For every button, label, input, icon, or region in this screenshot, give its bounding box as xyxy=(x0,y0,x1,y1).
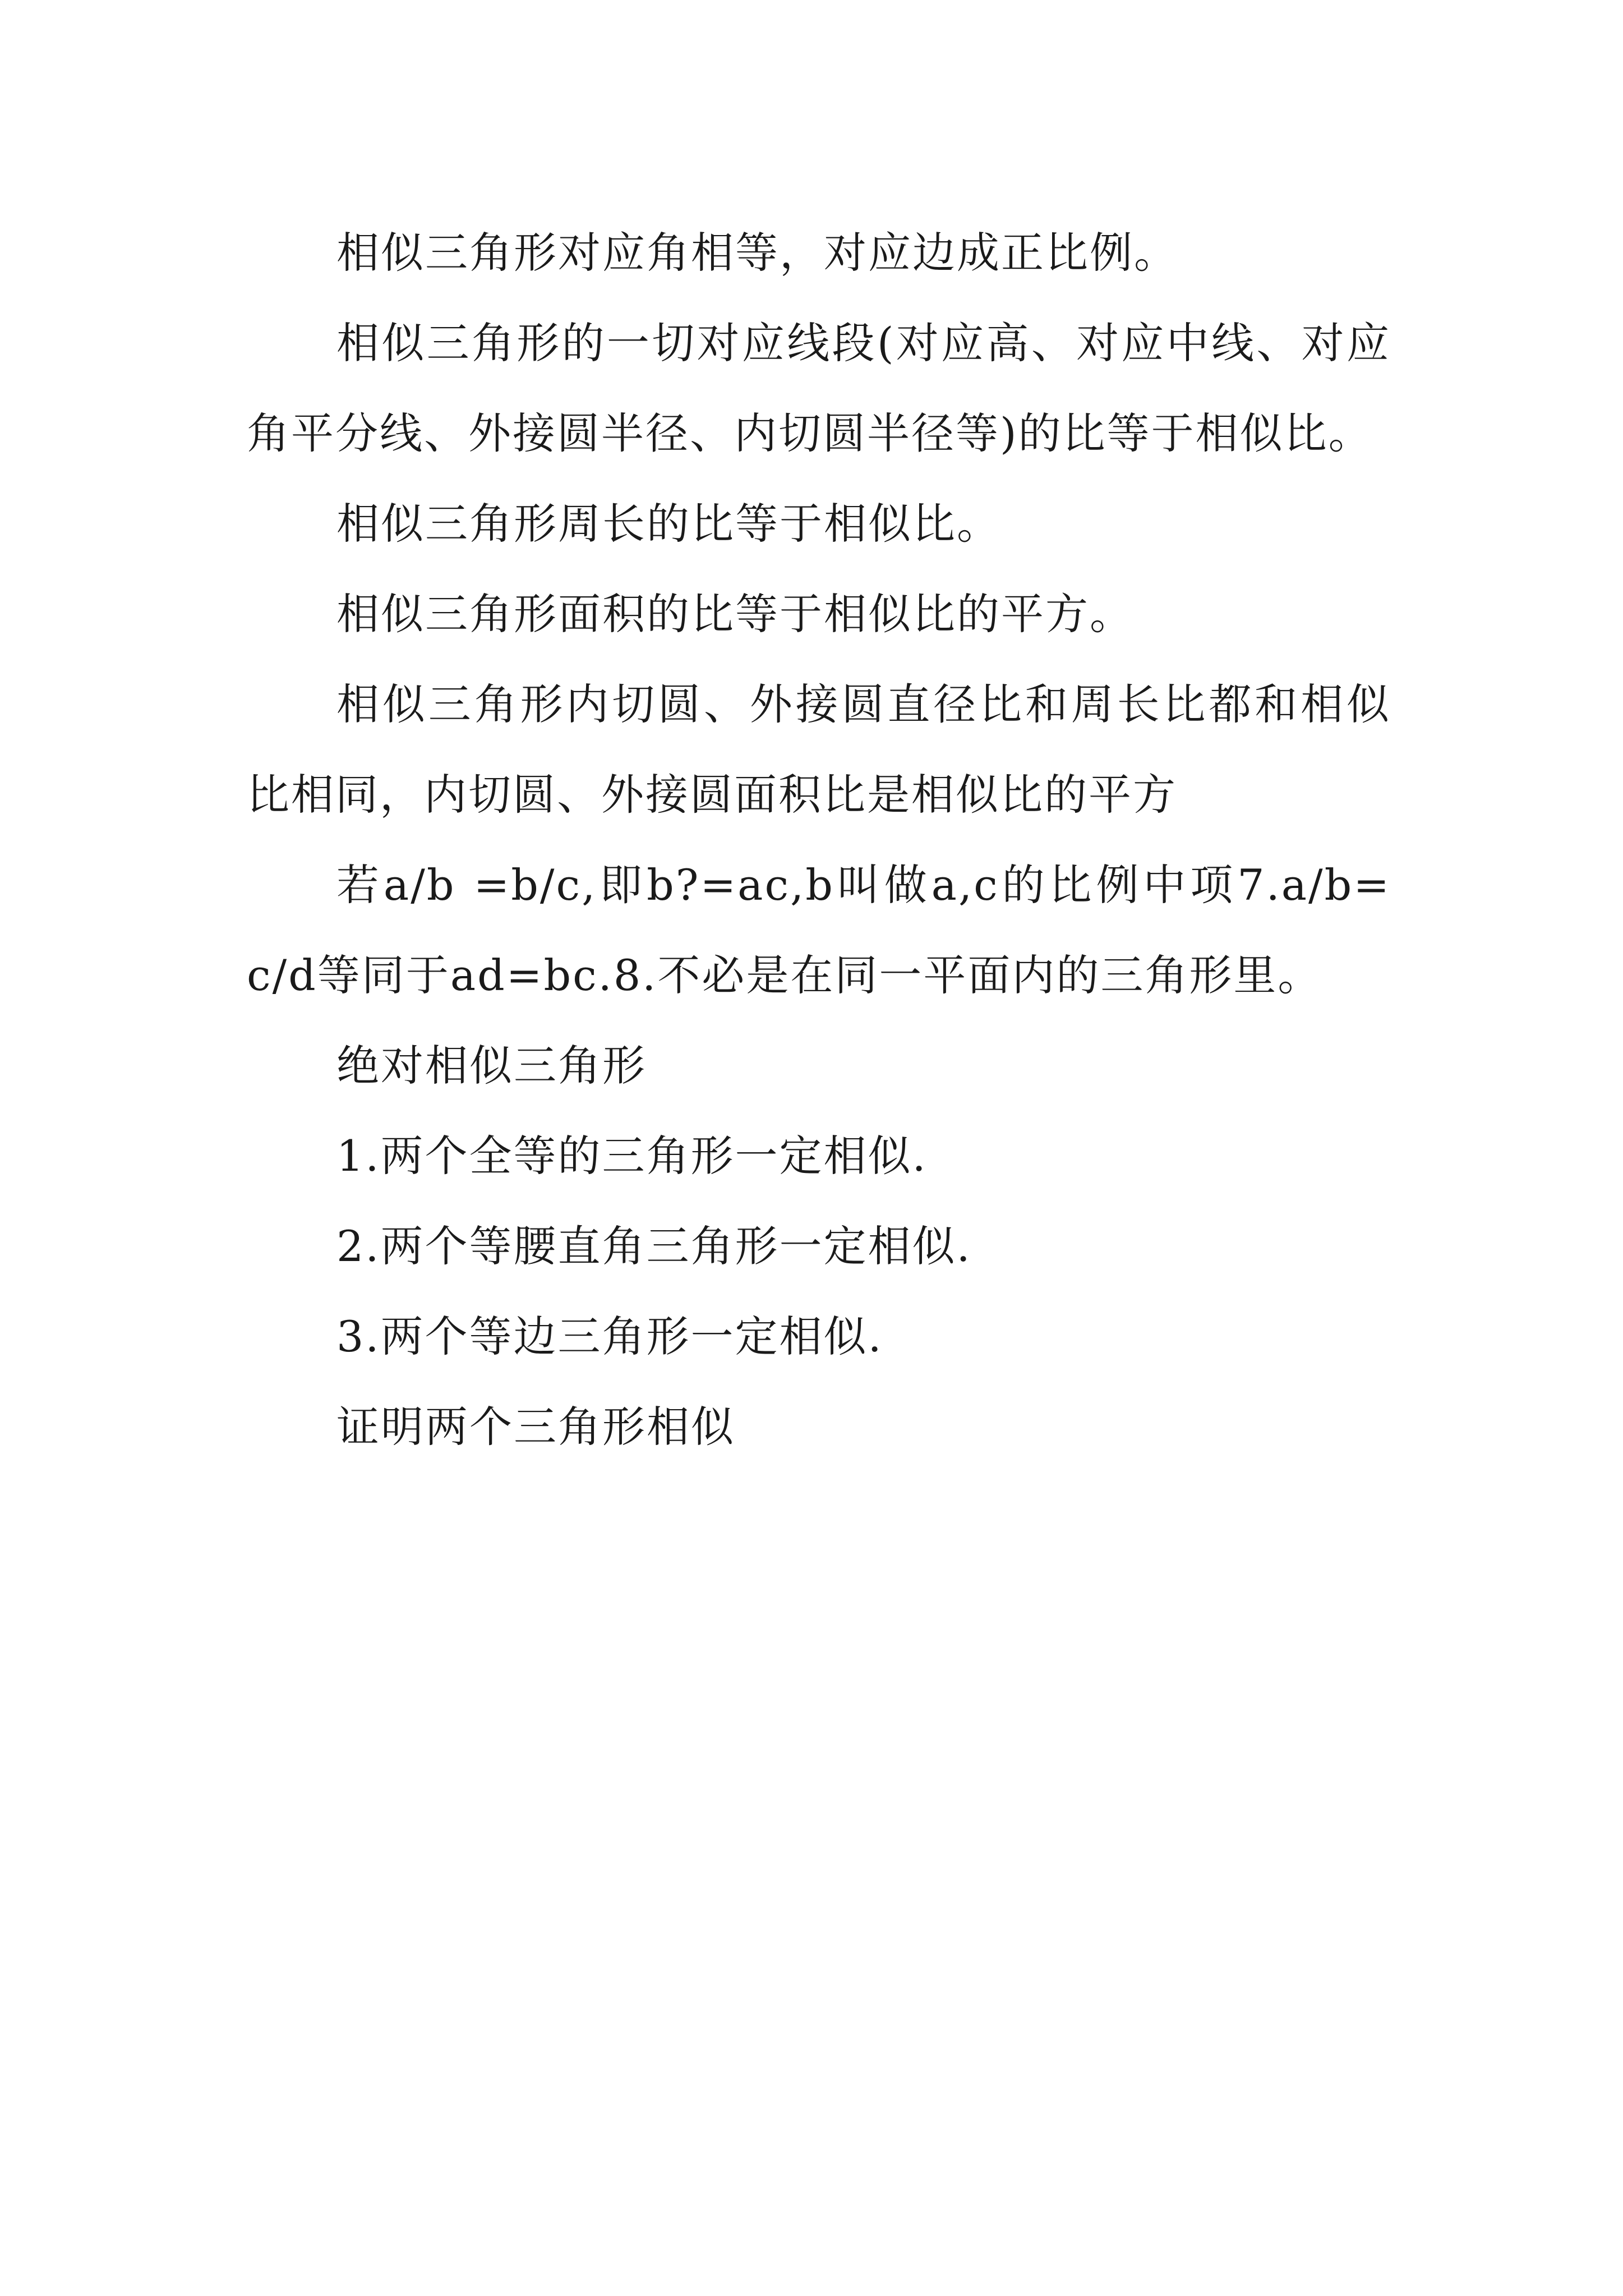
paragraph-5: 相似三角形内切圆、外接圆直径比和周长比都和相似比相同，内切圆、外接圆面积比是相似比的平方 xyxy=(247,679,1391,820)
paragraph-1: 相似三角形对应角相等，对应边成正比例。 xyxy=(336,228,1178,278)
paragraph-6: 若a/b =b/c,即b?=ac,b叫做a,c的比例中项7.a/b=c/d等同于ad=bc.8.不必是在同一平面内的三角形里。 xyxy=(247,860,1391,1000)
closing-heading: 证明两个三角形相似 xyxy=(336,1402,735,1452)
paragraph-4: 相似三角形面积的比等于相似比的平方。 xyxy=(336,589,1134,639)
list-item-2: 2.两个等腰直角三角形一定相似. xyxy=(336,1221,972,1271)
paragraph-2: 相似三角形的一切对应线段(对应高、对应中线、对应角平分线、外接圆半径、内切圆半径等)的比等于相似比。 xyxy=(247,318,1391,458)
list-item-1: 1.两个全等的三角形一定相似. xyxy=(336,1131,928,1181)
paragraph-3: 相似三角形周长的比等于相似比。 xyxy=(336,499,1001,549)
document-body xyxy=(247,208,1391,1472)
list-item-3: 3.两个等边三角形一定相似. xyxy=(336,1312,883,1361)
section-heading: 绝对相似三角形 xyxy=(336,1041,647,1091)
